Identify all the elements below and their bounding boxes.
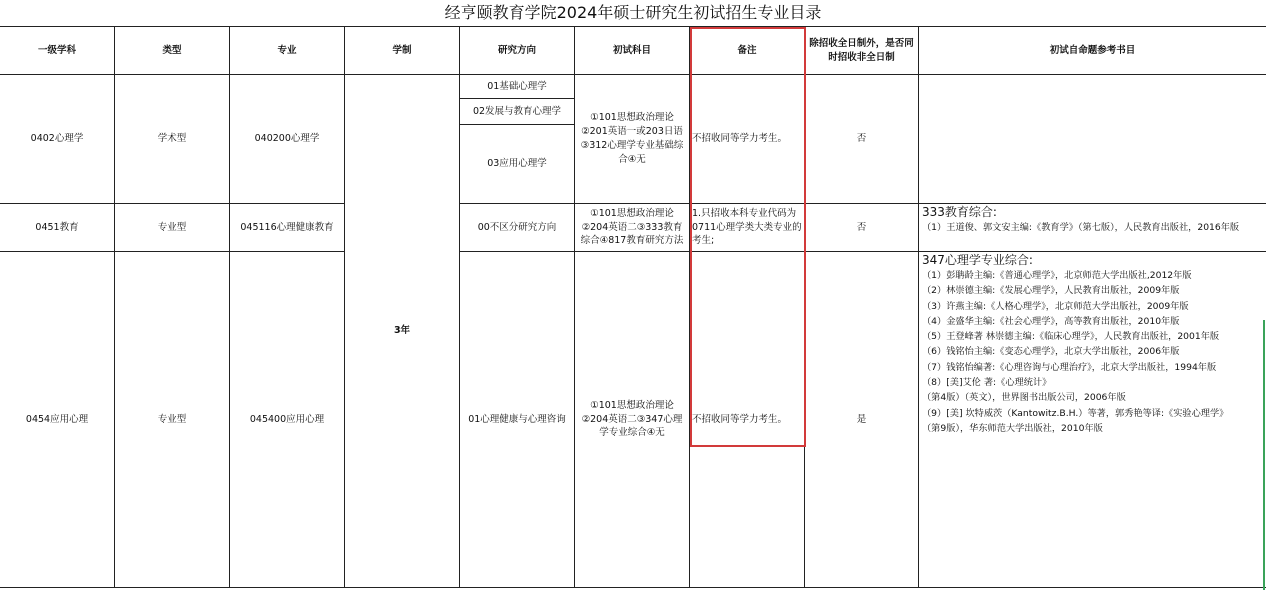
books-333-line: （1）王道俊、郭文安主编:《教育学》（第七版），人民教育出版社，2016年版 (922, 222, 1240, 233)
page-title: 经亨颐教育学院2024年硕士研究生初试招生专业目录 (444, 3, 822, 22)
books-347-line: （1）彭聃龄主编:《普通心理学》，北京师范大学出版社,2012年版 (922, 270, 1192, 281)
edu-parttime: 否 (856, 221, 867, 233)
psych-major: 040200心理学 (254, 133, 320, 145)
header-parttime: 除招收全日制外，是否同时招收非全日制 (809, 37, 914, 63)
books-347-line: （第9版），华东师范大学出版社，2010年版 (922, 422, 1103, 434)
edu-major: 045116心理健康教育 (240, 221, 334, 233)
books-347-line: （3）许燕主编:《人格心理学》，北京师范大学出版社，2009年版 (922, 300, 1189, 312)
applied-remark: 不招收同等学力考生。 (692, 413, 788, 425)
applied-major: 045400应用心理 (249, 413, 325, 425)
books-347-line: （5）王登峰著 林崇德主编:《临床心理学》，人民教育出版社，2001年版 (922, 331, 1220, 343)
header-major: 专业 (277, 44, 297, 56)
header-type: 类型 (162, 44, 182, 56)
psych-exam: ①101思想政治理论②201英语一或203日语③312心理学专业基础综合④无 (580, 112, 684, 165)
books-333 (919, 205, 1266, 251)
psych-type: 学术型 (157, 133, 187, 145)
books-347-line: （7）钱铭怡编著:《心理咨询与心理治疗》，北京大学出版社，1994年版 (922, 361, 1217, 373)
applied-discipline: 0454应用心理 (25, 413, 89, 425)
books-347-line: （9）[美] 坎特威茨（Kantowitz.B.H.）等著，郭秀艳等译:《实验心理学》 (922, 407, 1229, 419)
edu-exam: ①101思想政治理论②204英语二③333教育综合④817教育研究方法 (580, 207, 684, 247)
edu-remark: 1.只招收本科专业代码为0711心理学类大类专业的考生; (692, 207, 802, 247)
psych-direction-2: 02发展与教育心理学 (472, 105, 562, 117)
header-exam: 初试科目 (612, 44, 651, 56)
applied-type: 专业型 (157, 413, 187, 425)
header-remark: 备注 (737, 44, 757, 56)
books-333-head: 333教育综合: (922, 205, 997, 219)
books-347-line: （2）林崇德主编:《发展心理学》，人民教育出版社，2009年版 (922, 285, 1180, 297)
books-347-line: （第4版）（英文），世界图书出版公司，2006年版 (922, 392, 1126, 404)
header-books: 初试自命题参考书目 (1049, 44, 1136, 56)
header-discipline: 一级学科 (37, 44, 76, 56)
duration-cell: 3年 (393, 325, 411, 337)
psych-discipline: 0402心理学 (30, 133, 84, 145)
edu-direction: 00不区分研究方向 (477, 221, 557, 233)
psych-parttime: 否 (856, 133, 867, 145)
edu-discipline: 0451教育 (35, 221, 79, 233)
psych-direction-3: 03应用心理学 (487, 158, 547, 170)
header-direction: 研究方向 (497, 44, 536, 56)
psych-remark: 不招收同等学力考生。 (692, 133, 788, 145)
selection-edge (1263, 320, 1265, 590)
books-347-line: （6）钱铭怡主编:《变态心理学》，北京大学出版社，2006年版 (922, 346, 1180, 358)
applied-exam: ①101思想政治理论②204英语二③347心理学专业综合④无 (581, 399, 683, 439)
books-347 (919, 253, 1266, 587)
books-347-line: （4）金盛华主编:《社会心理学》，高等教育出版社，2010年版 (922, 315, 1180, 327)
applied-direction: 01心理健康与心理咨询 (468, 413, 566, 425)
books-347-line: （8）[美]艾伦 著:《心理统计》 (922, 377, 1052, 389)
books-347-head: 347心理学专业综合: (922, 253, 1033, 267)
edu-type: 专业型 (157, 221, 187, 233)
psych-direction-1: 01基础心理学 (487, 80, 547, 92)
applied-parttime: 是 (856, 413, 867, 425)
header-duration: 学制 (392, 44, 412, 56)
